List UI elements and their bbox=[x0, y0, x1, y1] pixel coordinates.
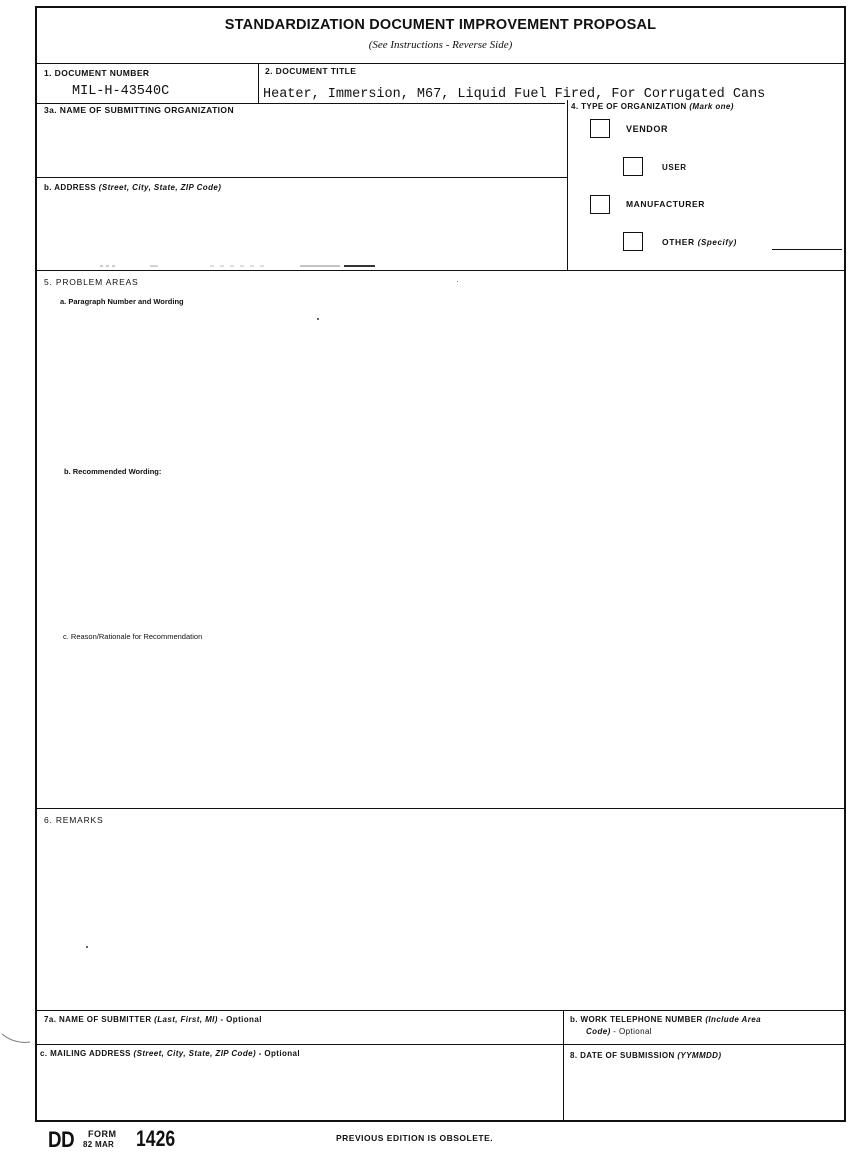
divider-doc-number bbox=[258, 63, 259, 103]
form-id-number: 1426 bbox=[136, 1126, 176, 1151]
problem-b-field[interactable] bbox=[40, 480, 840, 625]
vendor-checkbox[interactable] bbox=[590, 119, 610, 138]
manufacturer-label: MANUFACTURER bbox=[626, 199, 705, 209]
divider-org-type bbox=[567, 100, 568, 270]
submitter-name-field[interactable] bbox=[40, 1027, 558, 1042]
divider-submitter bbox=[563, 1010, 564, 1122]
submitting-org-field[interactable] bbox=[40, 118, 560, 173]
other-label bbox=[662, 237, 737, 247]
submitter-name-label-hint: (Last, First, MI) bbox=[154, 1015, 218, 1024]
form-title: STANDARDIZATION DOCUMENT IMPROVEMENT PROPOSAL bbox=[224, 17, 657, 33]
address-label bbox=[44, 183, 221, 192]
scan-dot bbox=[86, 946, 88, 948]
form-id-date: 82 MAR bbox=[83, 1140, 115, 1149]
work-phone-label-hint2: Code) bbox=[586, 1027, 611, 1036]
org-type-label-hint: (Mark one) bbox=[689, 102, 734, 111]
doc-number-label: 1. DOCUMENT NUMBER bbox=[44, 68, 150, 78]
rule-below-org-name bbox=[35, 177, 568, 178]
other-specify-line[interactable] bbox=[772, 249, 842, 250]
problem-c-label: c. Reason/Rationale for Recommendation bbox=[63, 632, 203, 641]
problem-b-label: b. Recommended Wording: bbox=[64, 467, 162, 476]
submission-date-field[interactable] bbox=[568, 1064, 840, 1118]
mailing-address-label-hint: (Street, City, State, ZIP Code) bbox=[133, 1049, 257, 1058]
scan-dot bbox=[457, 281, 458, 282]
other-label-text: OTHER bbox=[662, 237, 695, 247]
org-type-label bbox=[571, 102, 734, 111]
address-label-hint: (Street, City, State, ZIP Code) bbox=[98, 183, 222, 192]
scan-mark bbox=[0, 1032, 36, 1048]
obsolete-notice: PREVIOUS EDITION IS OBSOLETE. bbox=[336, 1133, 494, 1143]
submitting-org-label: 3a. NAME OF SUBMITTING ORGANIZATION bbox=[44, 105, 234, 115]
problem-c-field[interactable] bbox=[40, 645, 840, 803]
form-subtitle: (See Instructions - Reverse Side) bbox=[368, 39, 513, 51]
rule-above-mailing bbox=[35, 1044, 846, 1045]
doc-number-value[interactable]: MIL-H-43540C bbox=[72, 84, 170, 99]
user-checkbox[interactable] bbox=[623, 157, 643, 176]
mailing-address-field[interactable] bbox=[40, 1062, 558, 1118]
problem-areas-label: 5. PROBLEM AREAS bbox=[44, 277, 139, 287]
rule-below-title bbox=[35, 63, 846, 64]
submission-date-label bbox=[570, 1051, 721, 1060]
doc-title-label: 2. DOCUMENT TITLE bbox=[265, 66, 357, 76]
work-phone-label-suffix: - Optional bbox=[613, 1027, 652, 1036]
user-label: USER bbox=[662, 163, 687, 172]
rule-above-remarks bbox=[35, 808, 846, 809]
mailing-address-label-text: c. MAILING ADDRESS bbox=[40, 1049, 131, 1058]
submission-date-label-hint: (YYMMDD) bbox=[677, 1051, 722, 1060]
form-id-dd: DD bbox=[48, 1127, 75, 1152]
address-label-text: b. ADDRESS bbox=[44, 183, 97, 192]
doc-title-value[interactable]: Heater, Immersion, M67, Liquid Fuel Fired, For Corrugated Cans bbox=[263, 87, 766, 102]
rule-below-address bbox=[35, 270, 846, 271]
org-type-label-text: 4. TYPE OF ORGANIZATION bbox=[571, 102, 687, 111]
submitter-name-label bbox=[44, 1015, 262, 1024]
submitter-name-label-suffix: - Optional bbox=[220, 1015, 262, 1024]
rule-below-doc-fields bbox=[35, 103, 565, 104]
remarks-field[interactable] bbox=[40, 828, 840, 1006]
scan-dot bbox=[317, 318, 319, 320]
manufacturer-checkbox[interactable] bbox=[590, 195, 610, 214]
vendor-label: VENDOR bbox=[626, 124, 669, 134]
other-checkbox[interactable] bbox=[623, 232, 643, 251]
scan-marks bbox=[100, 256, 375, 260]
submitter-name-label-text: 7a. NAME OF SUBMITTER bbox=[44, 1015, 152, 1024]
work-phone-label-line2 bbox=[586, 1027, 652, 1036]
mailing-address-label bbox=[40, 1049, 300, 1058]
problem-a-label: a. Paragraph Number and Wording bbox=[60, 297, 184, 306]
problem-a-field[interactable] bbox=[40, 310, 840, 460]
work-phone-label-text: b. WORK TELEPHONE NUMBER bbox=[570, 1015, 703, 1024]
mailing-address-label-suffix: - Optional bbox=[258, 1049, 300, 1058]
remarks-label: 6. REMARKS bbox=[44, 815, 104, 825]
form-id-word: FORM bbox=[88, 1129, 117, 1139]
rule-above-submitter bbox=[35, 1010, 846, 1011]
work-phone-label bbox=[570, 1015, 761, 1024]
other-label-hint: (Specify) bbox=[697, 238, 737, 247]
work-phone-label-hint: (Include Area bbox=[705, 1015, 761, 1024]
submission-date-label-text: 8. DATE OF SUBMISSION bbox=[570, 1051, 675, 1060]
